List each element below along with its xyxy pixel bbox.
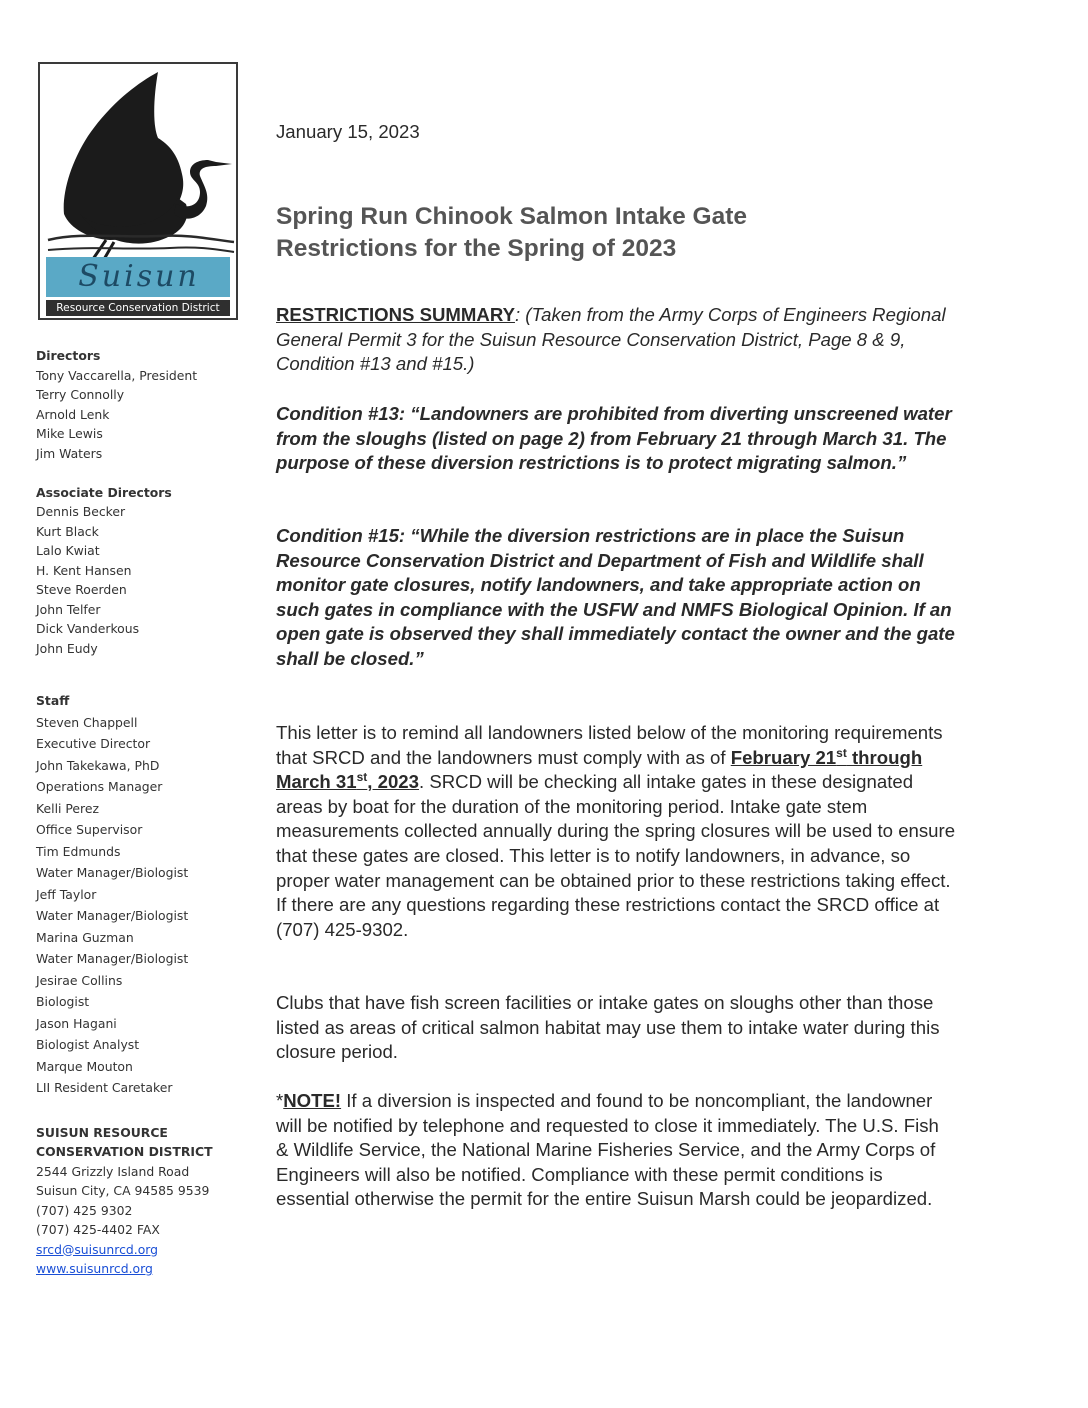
clubs-paragraph: Clubs that have fish screen facilities or intake gates on sloughs other than those listed as areas of critical salmon habitat may use them to intake water during this closure period. xyxy=(276,992,940,1063)
staff-title: Water Manager/Biologist xyxy=(36,951,189,966)
director-name: Jim Waters xyxy=(36,445,103,461)
staff-name: Kelli Perez xyxy=(36,800,99,816)
note-label: NOTE! xyxy=(283,1090,342,1111)
staff-name: Marina Guzman xyxy=(36,929,134,945)
associate-directors-heading: Associate Directors xyxy=(36,484,172,500)
date-part: through March 31 xyxy=(276,746,923,793)
associate-director-name: H. Kent Hansen xyxy=(36,562,132,578)
org-name: SUISUN RESOURCE xyxy=(36,1124,168,1140)
fax-number: (707) 425-4402 FAX xyxy=(36,1222,160,1237)
staff-title: Water Manager/Biologist xyxy=(36,908,189,923)
email-link[interactable]: srcd@suisunrcd.org xyxy=(36,1241,159,1257)
staff-title: Biologist xyxy=(36,994,90,1009)
staff-name: Jason Hagani xyxy=(36,1015,117,1031)
condition-15-label: Condition #15: xyxy=(276,525,406,546)
letter-title xyxy=(276,201,916,265)
note-paragraph xyxy=(276,1089,956,1212)
staff-section xyxy=(36,690,246,1099)
staff-title: Water Manager/Biologist xyxy=(36,865,189,880)
street-address: 2544 Grizzly Island Road xyxy=(36,1163,190,1179)
note-text: If a diversion is inspected and found to be noncompliant, the landowner will be notified by telephone and requested to close it immediately. The U.S. Fish & Wildlife Service, the National Marine Fisheries Service, and the Army Corps of Engineers will also be notified. Compliance with these permit conditions is essential otherwise the permit for the entire Suisun Marsh could be jeopardized. xyxy=(276,1090,939,1210)
condition-13 xyxy=(276,402,956,476)
staff-title: Biologist Analyst xyxy=(36,1037,140,1052)
srcd-logo xyxy=(38,62,238,320)
associate-director-name: John Eudy xyxy=(36,640,98,656)
sidebar xyxy=(36,346,246,1279)
title-line: Spring Run Chinook Salmon Intake Gate xyxy=(276,203,747,230)
note-star: * xyxy=(276,1090,284,1111)
website-link[interactable]: www.suisunrcd.org xyxy=(36,1261,153,1276)
associate-director-name: John Telfer xyxy=(36,601,101,617)
ordinal-suffix: st xyxy=(356,770,368,784)
city-address: Suisun City, CA 94585 9539 xyxy=(36,1183,210,1198)
phone-number: (707) 425 9302 xyxy=(36,1202,133,1218)
condition-13-text: “Landowners are prohibited from diverting unscreened water from the sloughs (listed on page 2) from February 21 through March 31. The purpose of these diversion restrictions is to protect migrating salmon.” xyxy=(276,403,952,474)
condition-15 xyxy=(276,524,956,672)
director-name: Arnold Lenk xyxy=(36,406,110,422)
directors-heading: Directors xyxy=(36,348,101,363)
condition-13-label: Condition #13: xyxy=(276,403,406,424)
staff-name: Jeff Taylor xyxy=(36,886,97,902)
title-line: Restrictions for the Spring of 2023 xyxy=(276,235,677,262)
associate-director-name: Dick Vanderkous xyxy=(36,621,140,636)
summary-label: RESTRICTIONS SUMMARY xyxy=(276,304,515,325)
staff-title: Executive Director xyxy=(36,736,151,751)
staff-name: Jesirae Collins xyxy=(36,972,123,988)
contact-block xyxy=(36,1123,246,1279)
summary-text: : (Taken from the Army Corps of Engineers Regional General Permit 3 for the Suisun Resource Conservation District, Page 8 & 9, Condition #13 and #15.) xyxy=(276,304,946,375)
logo-caption: Resource Conservation District xyxy=(46,300,230,316)
associate-directors-list xyxy=(36,502,246,658)
director-name: Tony Vaccarella, President xyxy=(36,367,198,383)
monitoring-paragraph xyxy=(276,721,956,942)
staff-title: LII Resident Caretaker xyxy=(36,1080,173,1095)
staff-title: Office Supervisor xyxy=(36,822,143,837)
staff-name: Marque Mouton xyxy=(36,1058,133,1074)
condition-15-text: “While the diversion restrictions are in place the Suisun Resource Conservation District and Department of Fish and Wildlife shall monitor gate closures, notify landowners, and take appropriate action on such gates in compliance with the USFW and NMFS Biological Opinion. If an open gate is observed they shall immediately contact the owner and the gate shall be closed.” xyxy=(276,525,955,669)
paragraph-text: . SRCD will be checking all intake gates in these designated areas by boat for the duration of the monitoring period. Intake gate stem measurements collected annually during the spring closures will be used to ensure that these gates are closed. This letter is to notify landowners, in advance, so proper water management can be obtained prior to these restrictions taking effect. If there are any questions regarding these restrictions contact the SRCD office at (707) 425-9302. xyxy=(276,771,956,940)
restrictions-summary xyxy=(276,303,956,377)
associate-director-name: Lalo Kwiat xyxy=(36,543,100,558)
staff-title: Operations Manager xyxy=(36,779,163,794)
staff-name: Tim Edmunds xyxy=(36,843,121,859)
staff-name: John Takekawa, PhD xyxy=(36,757,160,773)
staff-name: Steven Chappell xyxy=(36,714,138,730)
associate-director-name: Kurt Black xyxy=(36,523,99,539)
directors-list xyxy=(36,366,246,464)
letter-date: January 15, 2023 xyxy=(276,121,420,142)
associate-director-name: Steve Roerden xyxy=(36,582,127,597)
paragraph-text: This letter is to remind all landowners listed below of the monitoring requirements that SRCD and the landowners must comply with as of xyxy=(276,722,943,768)
director-name: Terry Connolly xyxy=(36,387,125,402)
org-name: CONSERVATION DISTRICT xyxy=(36,1144,213,1159)
date-part: February 21 xyxy=(730,746,837,768)
ordinal-suffix: st xyxy=(836,745,847,760)
staff-heading: Staff xyxy=(36,693,70,708)
associate-director-name: Dennis Becker xyxy=(36,504,126,519)
director-name: Mike Lewis xyxy=(36,426,103,441)
date-part: , 2023 xyxy=(367,771,419,793)
logo-script-text: Suisun xyxy=(78,259,200,294)
